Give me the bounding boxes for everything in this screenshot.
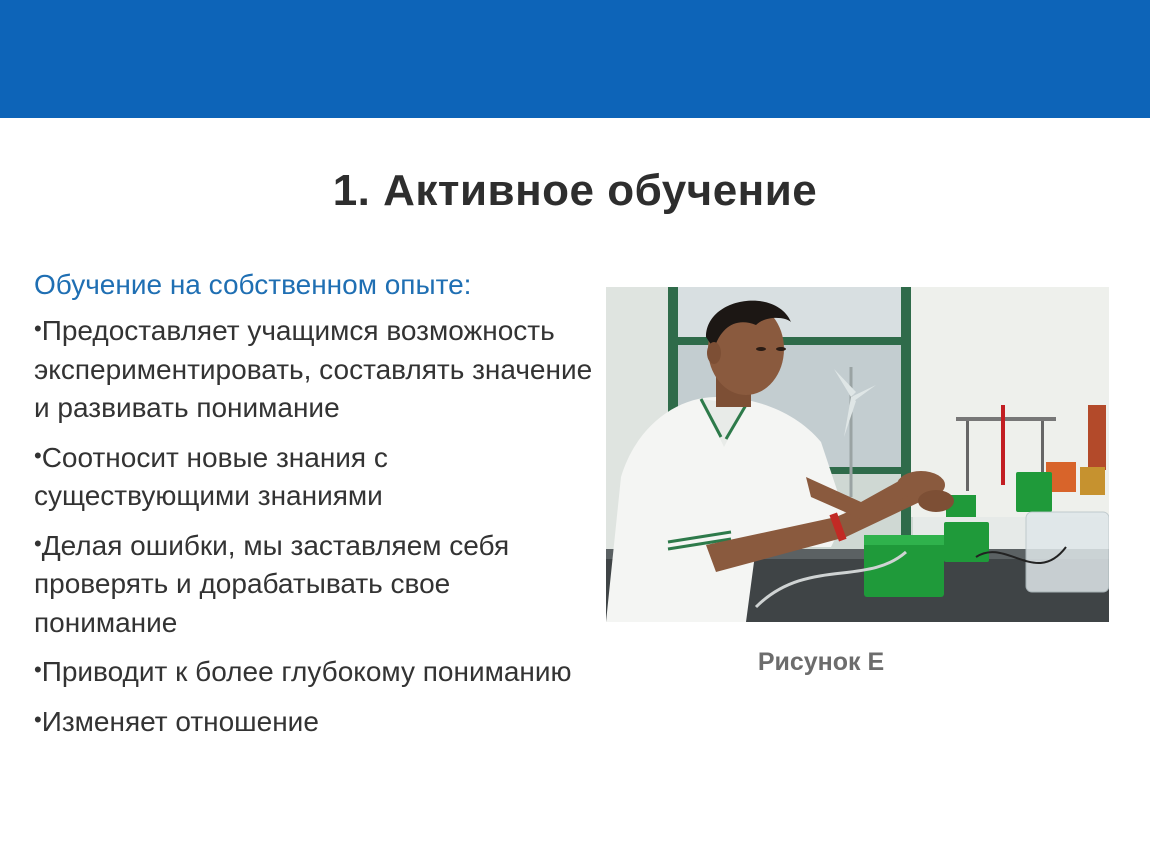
photo-student-lab <box>606 287 1109 622</box>
slide-title: 1. Активное обучение <box>332 166 818 215</box>
subheading: Обучение на собственном опыте: <box>34 269 472 300</box>
bullet-text: Соотносит новые знания с существующими знаниями <box>34 441 388 511</box>
bullet-text: Делая ошибки, мы заставляем себя проверять и дорабатывать свое понимание <box>34 529 510 638</box>
bullet-list <box>34 310 594 741</box>
bullet-dot: • <box>34 530 42 556</box>
bullet-item <box>34 310 594 428</box>
bullet-dot: • <box>34 706 42 732</box>
bullet-item <box>34 525 594 643</box>
bullet-text: Предоставляет учащимся возможность экспериментировать, составлять значение и развивать понимание <box>34 315 593 423</box>
bullet-dot: • <box>34 657 42 682</box>
figure-caption: Рисунок E <box>757 648 885 676</box>
bullet-dot: • <box>34 442 42 468</box>
bullet-item <box>34 651 594 692</box>
bullet-dot: • <box>34 316 42 341</box>
bullet-item <box>34 701 594 742</box>
bullet-text: Приводит к более глубокому пониманию <box>41 656 572 687</box>
slide-content <box>34 266 594 750</box>
bullet-text: Изменяет отношение <box>41 705 319 737</box>
bullet-item <box>34 437 594 516</box>
header-band <box>0 0 1150 118</box>
